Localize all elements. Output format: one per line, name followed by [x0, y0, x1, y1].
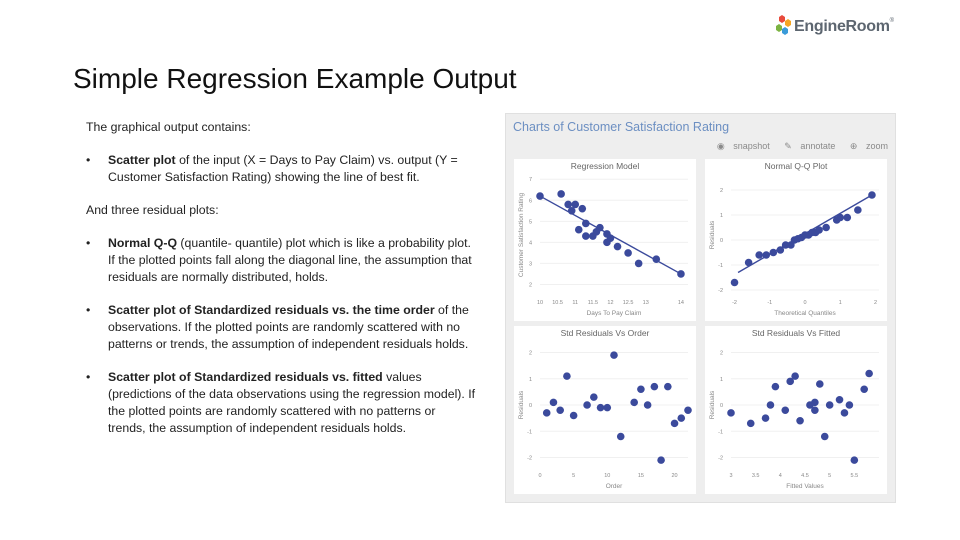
bullet-text: (quantile- quantile) plot which is like a probability plot. If the plotted points fall along the diagonal line, the assumption that residuals are normally distributed, holds.: [108, 236, 472, 284]
data-point: [570, 412, 578, 420]
data-point: [603, 239, 611, 247]
bullet-symbol: •: [86, 236, 91, 250]
x-tick-label: 5: [572, 473, 576, 479]
chart-toolbar: [705, 141, 888, 152]
data-point: [596, 224, 604, 232]
data-point: [624, 249, 632, 257]
data-point: [747, 420, 755, 428]
data-point: [657, 456, 665, 464]
chart-svg: [514, 159, 696, 321]
data-point: [664, 383, 672, 391]
data-point: [644, 401, 652, 409]
x-tick-label: 0: [538, 473, 542, 479]
x-tick-label: 11.5: [587, 300, 599, 306]
data-point: [556, 406, 564, 414]
bullet-text: values (predictions of the data observations using the regression model). If the plotted points are randomly scattered with no patterns or trends, the assumption of independent residuals holds.: [108, 370, 476, 435]
x-axis-label: Order: [605, 483, 623, 490]
data-point: [550, 399, 558, 407]
y-axis-label: Customer Satisfaction Rating: [518, 192, 525, 278]
data-point: [762, 414, 770, 422]
x-tick-label: 5.5: [850, 473, 859, 479]
y-axis-label: Residuals: [518, 390, 525, 420]
data-point: [563, 372, 571, 380]
data-point: [781, 406, 789, 414]
x-tick-label: 2: [873, 300, 878, 306]
data-point: [843, 214, 851, 222]
y-tick-label: 0: [528, 403, 532, 409]
data-point: [791, 372, 799, 380]
bullet-bold-text: Normal Q-Q: [108, 236, 178, 250]
data-point: [826, 401, 834, 409]
x-tick-label: 11: [572, 300, 579, 306]
bullet-list-2: [86, 235, 476, 437]
y-tick-label: -1: [527, 429, 532, 436]
data-point: [846, 401, 854, 409]
data-point: [590, 393, 598, 401]
bullet-item: [86, 235, 476, 286]
data-point: [796, 417, 804, 425]
data-point: [865, 370, 873, 378]
data-point: [755, 251, 763, 259]
intro-text-2: And three residual plots:: [86, 203, 219, 217]
y-tick-label: 3: [528, 261, 532, 268]
x-tick-label: 4.5: [801, 473, 809, 479]
logo-wordmark: EngineRoom®: [794, 18, 894, 35]
intro-text: The graphical output contains:: [86, 120, 251, 134]
data-point: [822, 224, 830, 232]
x-axis-label: Days To Pay Claim: [586, 310, 642, 317]
data-point: [617, 433, 625, 441]
y-tick-label: 2: [528, 282, 532, 289]
y-tick-label: 6: [528, 198, 532, 205]
bullet-text: of the observations. If the plotted points are randomly scattered with no patterns or trends, the assumption of independent residuals holds.: [108, 303, 469, 351]
page-title: Simple Regression Example Output: [73, 63, 517, 94]
annotate-button[interactable]: ✎ annotate: [784, 141, 836, 151]
y-tick-label: 1: [528, 376, 532, 383]
bullet-item: [86, 369, 476, 437]
chart-2: [514, 326, 696, 494]
data-point: [652, 255, 660, 263]
data-point: [603, 404, 611, 412]
chart-panel-title: Charts of Customer Satisfaction Rating: [513, 120, 730, 134]
data-point: [583, 401, 591, 409]
x-tick-label: 10.5: [552, 300, 563, 306]
data-point: [727, 409, 735, 417]
x-tick-label: 12.5: [622, 300, 634, 306]
data-point: [597, 404, 605, 412]
x-tick-label: 10: [604, 473, 611, 479]
camera-icon: ◉: [716, 141, 725, 151]
x-tick-label: 13: [642, 300, 649, 306]
x-tick-label: -2: [732, 300, 737, 306]
data-point: [684, 406, 692, 414]
bullet-symbol: •: [86, 303, 91, 317]
data-point: [671, 420, 679, 428]
chart-title: Normal Q-Q Plot: [764, 161, 828, 171]
chart-svg: [514, 326, 696, 494]
y-tick-label: -2: [718, 455, 723, 462]
x-tick-label: 1: [838, 300, 842, 306]
data-point: [582, 232, 590, 240]
y-tick-label: -2: [527, 455, 532, 462]
logo: [775, 14, 900, 44]
chart-svg: [705, 159, 887, 321]
snapshot-button[interactable]: ◉ snapshot: [716, 141, 770, 151]
bullet-text: of the input (X = Days to Pay Claim) vs. output (Y = Customer Satisfaction Rating) showing the line of best fit.: [108, 153, 458, 184]
x-tick-label: 4: [778, 473, 782, 479]
data-point: [854, 206, 862, 214]
x-tick-label: 10: [536, 300, 544, 306]
hexagon-cluster-icon: [775, 14, 793, 40]
data-point: [868, 191, 876, 199]
y-tick-label: 1: [719, 213, 723, 219]
y-tick-label: 1: [719, 376, 723, 383]
data-point: [836, 396, 844, 404]
bullet-bold-text: Scatter plot: [108, 153, 176, 167]
data-point: [575, 226, 583, 234]
data-point: [851, 456, 859, 464]
x-tick-label: 5: [828, 473, 832, 479]
zoom-button[interactable]: ⊕ zoom: [849, 141, 888, 151]
y-axis-label: Residuals: [709, 390, 716, 420]
data-point: [731, 279, 739, 287]
data-point: [582, 220, 590, 228]
y-tick-label: 2: [528, 350, 532, 357]
data-point: [637, 385, 645, 393]
data-point: [745, 259, 753, 267]
data-point: [614, 243, 622, 251]
chart-panel: [505, 113, 896, 503]
body-text: [86, 119, 476, 453]
x-tick-label: 20: [671, 473, 678, 479]
data-point: [568, 207, 576, 215]
bullet-item: [86, 152, 476, 186]
y-axis-label: Residuals: [709, 220, 716, 250]
chart-0: [514, 159, 696, 321]
y-tick-label: 0: [719, 403, 723, 409]
bullet-list-1: [86, 152, 476, 186]
x-tick-label: 15: [637, 473, 644, 479]
data-point: [841, 409, 849, 417]
x-tick-label: 3: [729, 473, 733, 479]
data-point: [543, 409, 551, 417]
x-tick-label: 3.5: [751, 473, 760, 479]
data-point: [677, 414, 685, 422]
pencil-icon: ✎: [784, 141, 792, 151]
chart-svg: [705, 326, 887, 494]
data-point: [536, 192, 544, 200]
data-point: [557, 190, 565, 198]
data-point: [677, 270, 685, 278]
data-point: [860, 385, 868, 393]
data-point: [610, 351, 618, 359]
data-point: [767, 401, 775, 409]
y-tick-label: 2: [719, 188, 723, 194]
y-tick-label: -2: [718, 288, 723, 294]
chart-3: [705, 326, 887, 494]
data-point: [821, 433, 829, 441]
y-tick-label: -1: [718, 263, 723, 269]
data-point: [815, 226, 823, 234]
y-tick-label: -1: [718, 429, 723, 436]
y-tick-label: 2: [719, 350, 723, 357]
data-point: [630, 399, 638, 407]
data-point: [816, 380, 824, 388]
y-tick-label: 5: [528, 219, 532, 226]
data-point: [651, 383, 659, 391]
data-point: [635, 260, 643, 268]
data-point: [811, 406, 819, 414]
bullet-symbol: •: [86, 153, 91, 167]
x-tick-label: -1: [767, 300, 773, 306]
x-tick-label: 12: [607, 300, 614, 306]
bullet-item: [86, 302, 476, 353]
x-tick-label: 14: [677, 300, 685, 306]
y-tick-label: 4: [528, 240, 532, 247]
bullet-symbol: •: [86, 370, 91, 384]
chart-title: Regression Model: [570, 161, 640, 171]
zoom-in-icon: ⊕: [849, 141, 858, 151]
data-point: [762, 251, 770, 259]
bullet-bold-text: Scatter plot of Standardized residuals vs. the time order: [108, 303, 435, 317]
y-tick-label: 0: [719, 238, 723, 244]
data-point: [769, 249, 777, 257]
x-axis-label: Fitted Values: [786, 483, 824, 490]
data-point: [811, 399, 819, 407]
chart-title: Std Residuals Vs Order: [560, 328, 650, 338]
x-axis-label: Theoretical Quantiles: [774, 310, 836, 317]
data-point: [578, 205, 586, 213]
x-tick-label: 0: [803, 300, 807, 306]
chart-title: Std Residuals Vs Fitted: [751, 328, 841, 338]
bullet-bold-text: Scatter plot of Standardized residuals vs. fitted: [108, 370, 383, 384]
data-point: [836, 214, 844, 222]
data-point: [772, 383, 780, 391]
chart-1: [705, 159, 887, 321]
y-tick-label: 7: [528, 177, 532, 184]
